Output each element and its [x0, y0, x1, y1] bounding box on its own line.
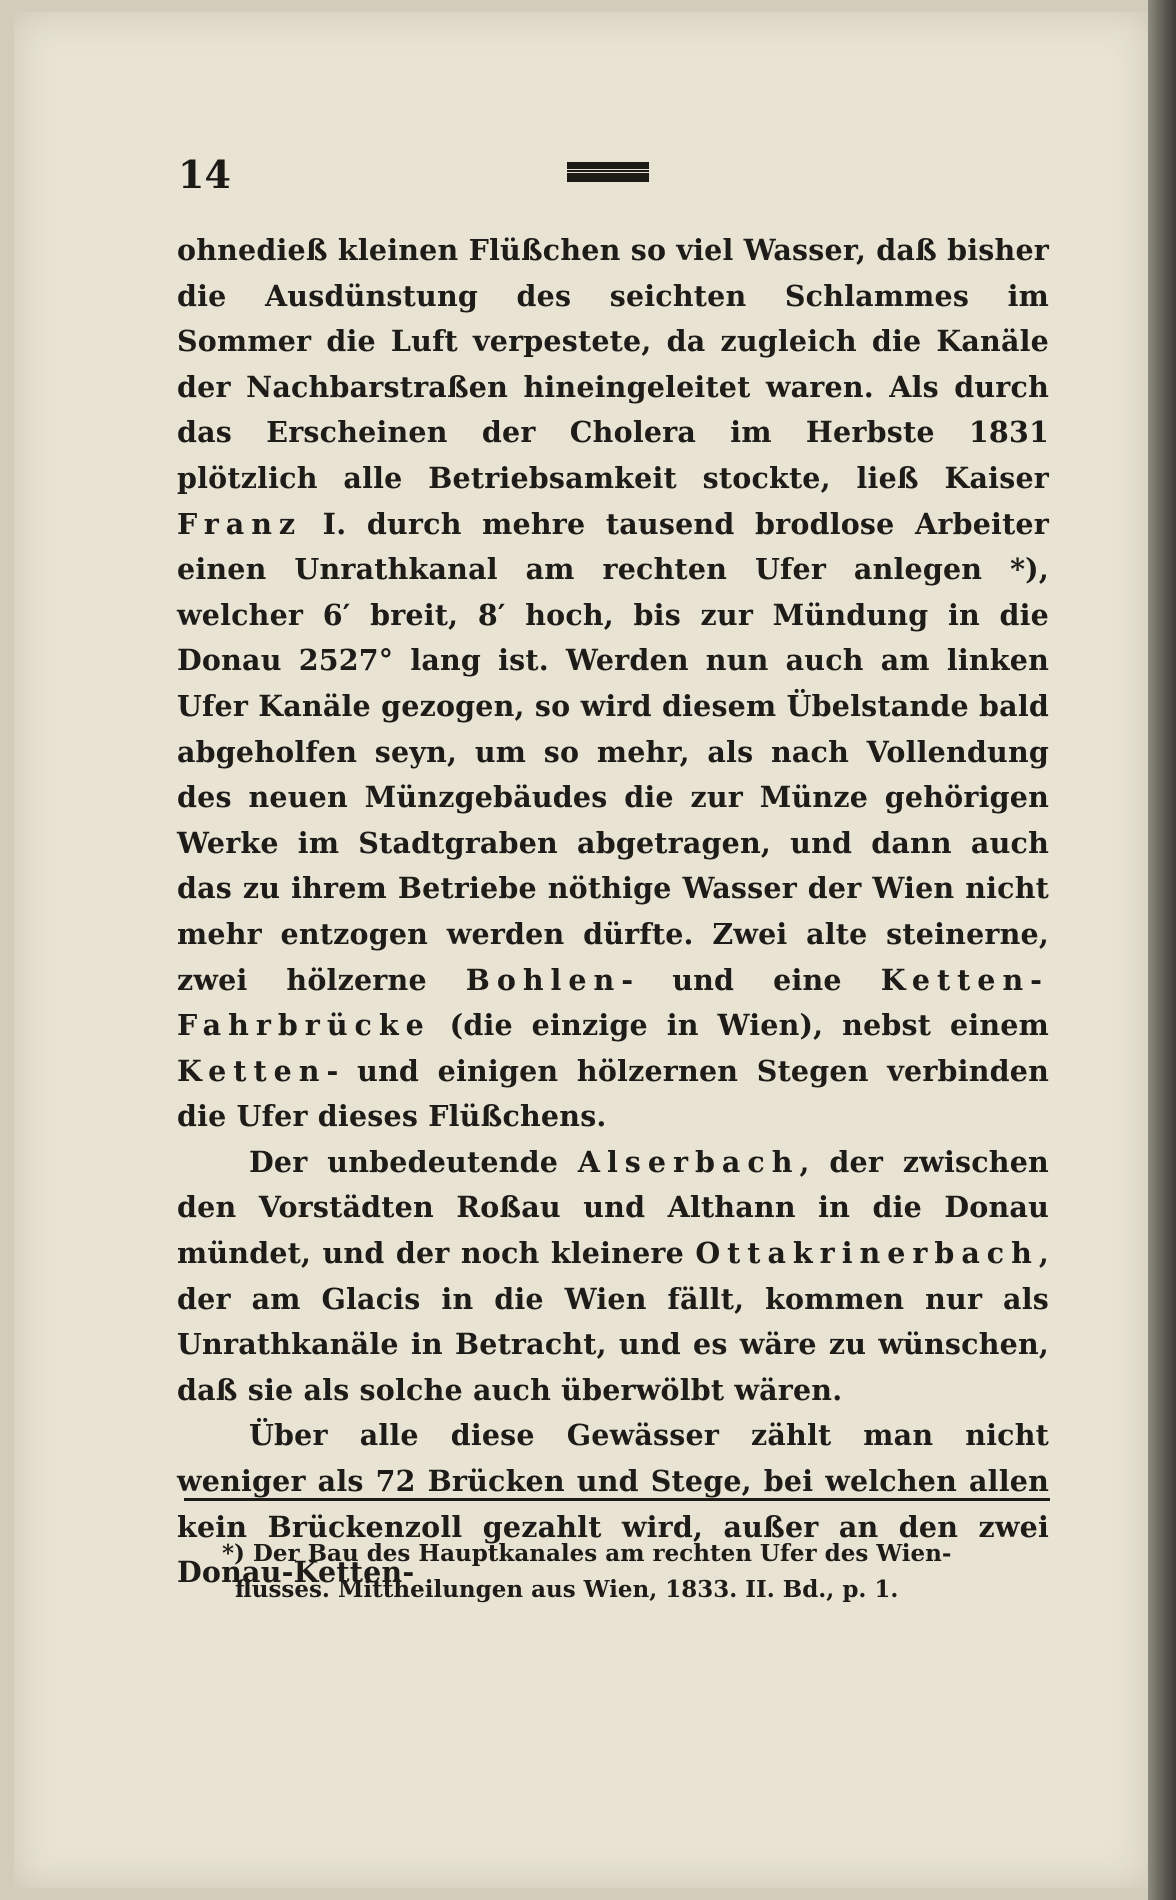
text-run: ohnedieß kleinen Flüßchen so viel Wasser, daß bisher die Ausdünstung des seichten Schlammes im Sommer die Luft verpestete, da zugleich die Kanäle der Nachbarstraßen hineingeleitet waren. Als durch das Erscheinen der Cholera im Herbste 1831 plötzlich alle Betriebsamkeit stockte, ließ Kaiser: [177, 233, 1049, 495]
text-run: Der unbedeutende: [249, 1144, 578, 1179]
footnote-line-2: flusses. Mittheilungen aus Wien, 1833. II. Bd., p. 1.: [235, 1576, 899, 1603]
spaced-word-ketten-fahrbruecke: Ketten-Fahrbrücke: [177, 962, 1049, 1043]
spaced-word-ketten: Ketten: [177, 1053, 327, 1088]
text-run: - und eine: [621, 962, 881, 997]
spaced-name-franz: Franz: [177, 506, 303, 541]
text-run: (die einzige in Wien), nebst einem: [430, 1008, 1049, 1043]
paragraph-3: Über alle diese Gewässer zählt man nicht weniger als 72 Brücken und Stege, bei welchen allen kein Brückenzoll gezahlt wird, außer an den zwei Donau-Ketten-: [177, 1418, 1049, 1590]
text-run: I. durch mehre tausend brodlose Arbeiter einen Unrathkanal am rechten Ufer anlegen *), welcher 6′ breit, 8′ hoch, bis zur Mündung in die Donau 2527° lang ist. Werden nun auch am linken Ufer Kanäle gezogen, so wird diesem Übelstande bald abgeholfen seyn, um so mehr, als nach Vollendung des neuen Münzgebäudes die zur Münze gehörigen Werke im Stadtgraben abgetragen, und dann auch das zu ihrem Betriebe nöthige Wasser der Wien nicht mehr entzogen werden dürfte. Zwei alte steinerne, zwei hölzerne: [177, 506, 1049, 997]
book-page-edge: [1148, 0, 1176, 1900]
spaced-name-ottakrinerbach: Ottakrinerbach: [695, 1236, 1039, 1271]
body-text: [177, 228, 1049, 1596]
footnote-line-1: *) Der Bau des Hauptkanales am rechten Ufer des Wien-: [222, 1540, 952, 1567]
page-header: [164, 152, 1054, 202]
footnote: [184, 1536, 1050, 1608]
text-run: - und einigen hölzernen Stegen verbinden die Ufer dieses Flüßchens.: [177, 1053, 1049, 1134]
text-run: , der am Glacis in die Wien fällt, kommen nur als Unrathkanäle in Betracht, und es wäre zu wünschen, daß sie als solche auch überwölbt wären.: [177, 1236, 1049, 1407]
text-run: , der zwischen den Vorstädten Roßau und Althann in die Donau mündet, und der noch kleinere: [177, 1144, 1049, 1271]
page-sheet: [14, 12, 1150, 1888]
spaced-name-alserbach: Alserbach: [577, 1144, 800, 1179]
spaced-word-bohlen: Bohlen: [465, 962, 622, 997]
paragraph-1: [177, 228, 1049, 1140]
paragraph-2: [177, 1140, 1049, 1414]
page-number: 14: [178, 152, 231, 197]
footnote-separator: [184, 1498, 1050, 1501]
header-ornament-rule: [567, 162, 649, 173]
